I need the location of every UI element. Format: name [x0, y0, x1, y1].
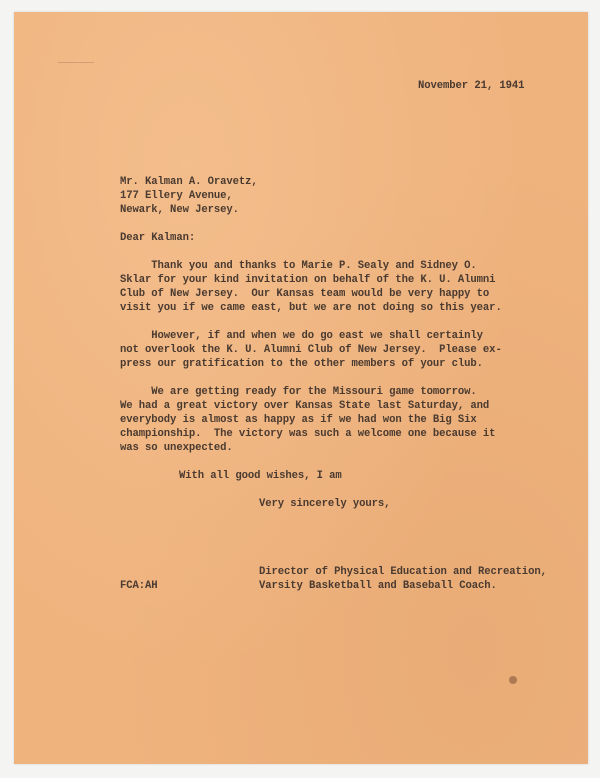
paragraph-3-line-3: everybody is almost as happy as if we had won the Big Six [120, 414, 477, 426]
paragraph-3-line-4: championship. The victory was such a welcome one because it [120, 428, 496, 440]
recipient-name: Mr. Kalman A. Oravetz, [120, 176, 258, 188]
salutation: Dear Kalman: [120, 232, 196, 244]
signature-title-1: Director of Physical Education and Recreation, [259, 566, 547, 578]
paragraph-3-line-2: We had a great victory over Kansas State last Saturday, and [120, 400, 490, 412]
ink-spot [509, 676, 517, 684]
letter-date: November 21, 1941 [418, 80, 525, 92]
letter-sheet [14, 12, 588, 764]
paragraph-1-line-3: Club of New Jersey. Our Kansas team would be very happy to [120, 288, 490, 300]
typist-initials: FCA:AH [120, 580, 158, 592]
paragraph-1-line-4: visit you if we came east, but we are not doing so this year. [120, 302, 502, 314]
paragraph-3-line-1: We are getting ready for the Missouri game tomorrow. [120, 386, 477, 398]
closing-wish: With all good wishes, I am [179, 470, 342, 482]
paragraph-2-line-3: press our gratification to the other members of your club. [120, 358, 483, 370]
closing: Very sincerely yours, [259, 498, 391, 510]
recipient-city: Newark, New Jersey. [120, 204, 239, 216]
signature-title-2: Varsity Basketball and Baseball Coach. [259, 580, 497, 592]
paragraph-1-line-2: Sklar for your kind invitation on behalf of the K. U. Alumni [120, 274, 496, 286]
paragraph-2-line-2: not overlook the K. U. Alumni Club of New Jersey. Please ex- [120, 344, 502, 356]
paragraph-2-line-1: However, if and when we do go east we shall certainly [120, 330, 483, 342]
recipient-street: 177 Ellery Avenue, [120, 190, 233, 202]
paragraph-1-line-1: Thank you and thanks to Marie P. Sealy and Sidney O. [120, 260, 477, 272]
paragraph-3-line-5: was so unexpected. [120, 442, 233, 454]
paper-scuff [58, 62, 94, 63]
